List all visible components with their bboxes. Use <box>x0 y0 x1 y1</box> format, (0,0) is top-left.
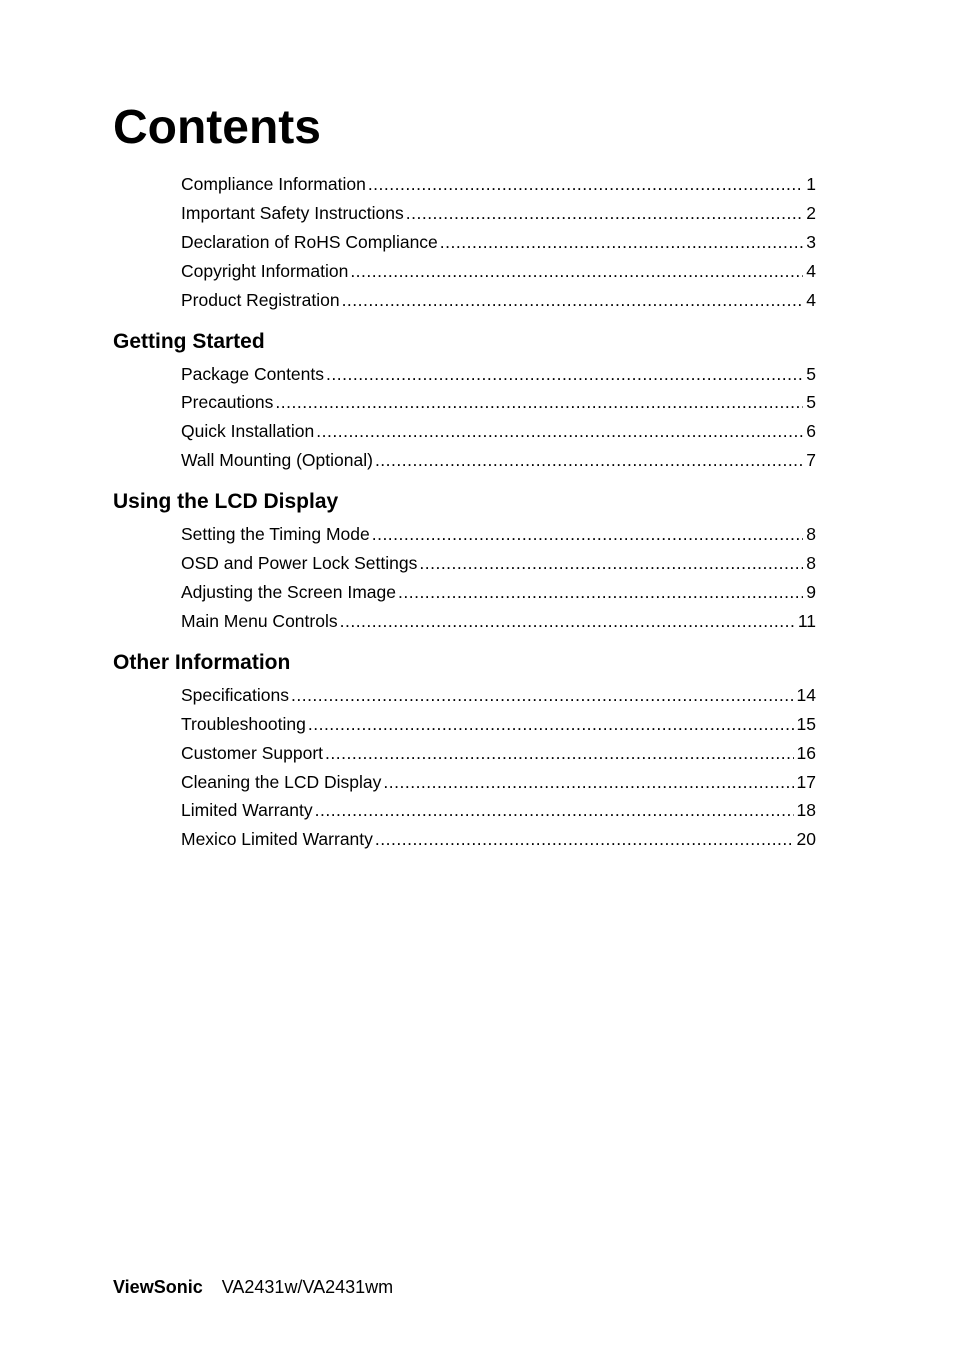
toc-section-using-the-lcd-display <box>113 489 816 636</box>
toc-entry-label: Limited Warranty <box>181 800 313 821</box>
dot-leader <box>419 549 803 578</box>
toc-entry-page-number: 20 <box>796 829 816 850</box>
toc-entry-page-number: 4 <box>806 289 816 310</box>
toc-entry-compliance-information[interactable] <box>181 170 816 199</box>
toc-entry-setting-the-timing-mode[interactable] <box>181 520 816 549</box>
toc-entry-page-number: 6 <box>806 421 816 442</box>
dot-leader <box>315 796 794 825</box>
toc-entry-declaration-of-rohs-compliance[interactable] <box>181 228 816 257</box>
dot-leader <box>398 578 803 607</box>
toc-entry-label: Main Menu Controls <box>181 610 338 631</box>
toc-entry-page-number: 1 <box>806 174 816 194</box>
dot-leader <box>440 228 803 257</box>
toc-entry-page-number: 14 <box>796 684 816 705</box>
toc-entry-important-safety-instructions[interactable] <box>181 199 816 228</box>
table-of-contents <box>113 170 816 854</box>
toc-entry-osd-and-power-lock-settings[interactable] <box>181 549 816 578</box>
dot-leader <box>375 446 803 475</box>
toc-entry-customer-support[interactable] <box>181 739 816 768</box>
toc-entry-label: OSD and Power Lock Settings <box>181 553 418 574</box>
toc-entry-page-number: 7 <box>806 450 816 471</box>
toc-entry-label: Precautions <box>181 392 274 413</box>
toc-entry-page-number: 3 <box>806 231 816 252</box>
toc-entry-label: Product Registration <box>181 289 340 310</box>
toc-entry-wall-mounting[interactable] <box>181 446 816 475</box>
toc-entry-label: Setting the Timing Mode <box>181 524 370 545</box>
toc-entry-label: Adjusting the Screen Image <box>181 581 396 602</box>
toc-entry-page-number: 15 <box>796 713 816 734</box>
dot-leader <box>340 607 795 636</box>
toc-front-matter <box>113 170 816 315</box>
toc-entry-page-number: 11 <box>797 610 816 631</box>
toc-entry-label: Compliance Information <box>181 174 366 194</box>
toc-entry-troubleshooting[interactable] <box>181 710 816 739</box>
toc-entry-page-number: 17 <box>796 771 816 792</box>
toc-entry-label: Troubleshooting <box>181 713 306 734</box>
section-heading[interactable]: Other Information <box>113 650 291 674</box>
toc-entry-limited-warranty[interactable] <box>181 796 816 825</box>
toc-entry-label: Copyright Information <box>181 260 349 281</box>
toc-entry-adjusting-the-screen-image[interactable] <box>181 578 816 607</box>
toc-entry-label: Wall Mounting (Optional) <box>181 450 373 471</box>
page-footer <box>113 1276 393 1298</box>
toc-entry-page-number: 9 <box>806 581 816 602</box>
toc-section-getting-started <box>113 329 816 476</box>
toc-entry-cleaning-the-lcd-display[interactable] <box>181 768 816 797</box>
toc-entry-precautions[interactable] <box>181 388 816 417</box>
dot-leader <box>291 681 794 710</box>
toc-entry-label: Customer Support <box>181 742 324 763</box>
toc-entry-page-number: 16 <box>796 742 816 763</box>
dot-leader <box>383 768 793 797</box>
dot-leader <box>375 825 794 854</box>
dot-leader <box>325 739 794 768</box>
toc-entry-page-number: 2 <box>806 202 816 223</box>
toc-entry-page-number: 5 <box>806 363 816 384</box>
toc-entry-page-number: 8 <box>806 553 816 574</box>
toc-entry-label: Mexico Limited Warranty <box>181 829 373 850</box>
toc-entry-copyright-information[interactable] <box>181 257 816 286</box>
toc-entry-specifications[interactable] <box>181 681 816 710</box>
page-title: Contents <box>113 101 321 154</box>
section-heading[interactable]: Getting Started <box>113 329 265 353</box>
toc-entry-label: Package Contents <box>181 363 325 384</box>
dot-leader <box>326 360 803 389</box>
dot-leader <box>406 199 804 228</box>
toc-entry-mexico-limited-warranty[interactable] <box>181 825 816 854</box>
toc-entry-main-menu-controls[interactable] <box>181 607 816 636</box>
toc-entry-label: Specifications <box>181 684 289 705</box>
toc-entry-label: Important Safety Instructions <box>181 202 404 223</box>
dot-leader <box>308 710 794 739</box>
dot-leader <box>350 257 803 286</box>
toc-entry-page-number: 4 <box>806 260 816 281</box>
toc-entry-label: Declaration of RoHS Compliance <box>181 231 438 252</box>
footer-model: VA2431w/VA2431wm <box>221 1277 394 1297</box>
toc-entry-product-registration[interactable] <box>181 286 816 315</box>
toc-entry-page-number: 18 <box>796 800 816 821</box>
toc-entry-label: Quick Installation <box>181 421 315 442</box>
dot-leader <box>368 170 803 199</box>
toc-entry-package-contents[interactable] <box>181 360 816 389</box>
dot-leader <box>316 417 803 446</box>
toc-entry-quick-installation[interactable] <box>181 417 816 446</box>
toc-entry-page-number: 8 <box>806 524 816 545</box>
section-heading[interactable]: Using the LCD Display <box>113 490 339 514</box>
toc-section-other-information <box>113 650 816 854</box>
footer-brand: ViewSonic <box>113 1277 203 1297</box>
toc-entry-label: Cleaning the LCD Display <box>181 771 382 792</box>
dot-leader <box>275 388 803 417</box>
dot-leader <box>342 286 804 315</box>
toc-entry-page-number: 5 <box>806 392 816 413</box>
dot-leader <box>372 520 804 549</box>
